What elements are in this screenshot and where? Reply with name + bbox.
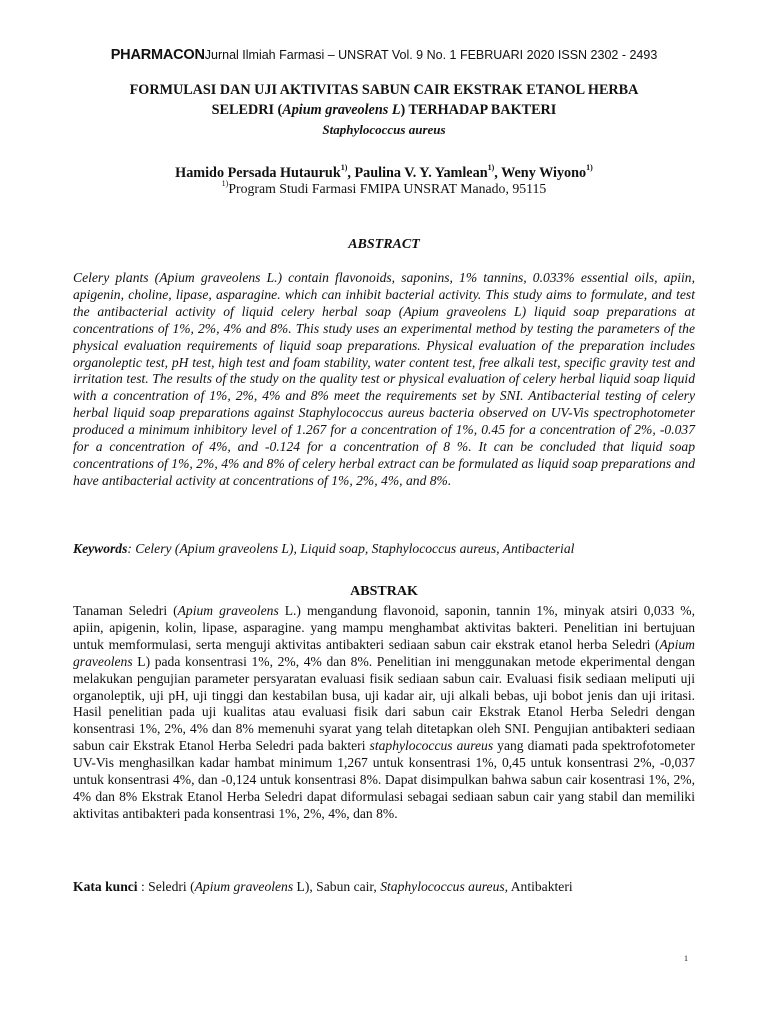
kata-kunci-text-3: Antibakteri: [508, 879, 573, 894]
abstrak-italic-1: Apium graveolens: [177, 603, 279, 618]
abstrak-text-3: L) pada konsentrasi 1%, 2%, 4% dan 8%. Penelitian ini menggunakan metode ekperimental dengan melakukan pengujian parameter persyaratan evaluasi fisik sediaan sabun cair. Evaluasi fisik sediaan meliputi uji organoleptik, uji pH, uji tinggi dan kestabilan busa, uji kadar air, uji alkali bebas, uji bobot jenis dan uji iritasi. Hasil penelitian pada uji kualitas atau evaluasi fisik dari sabun cair Ekstrak Etanol Herba Seledri dengan konsentrasi 1%, 2%, 4% dan 8% memenuhi syarat yang telah ditetapkan oleh SNI. Pengujian antibakteri sediaan sabun cair Ekstrak Etanol Herba Seledri pada bakteri: [73, 653, 695, 754]
title-line-2-italic: Apium graveolens L: [282, 102, 401, 118]
abstract-heading: ABSTRACT: [348, 237, 420, 252]
journal-header: [0, 47, 768, 63]
abstrak-heading: ABSTRAK: [350, 584, 418, 599]
author-3: Weny Wiyono: [501, 165, 587, 181]
journal-info: Jurnal Ilmiah Farmasi – UNSRAT Vol. 9 No. 1 FEBRUARI 2020 ISSN 2302 - 2493: [204, 48, 658, 62]
affiliation-mark: 1): [221, 179, 229, 189]
page-number: 1: [684, 954, 688, 963]
keywords-label: Keywords: [73, 541, 128, 556]
keywords-text: : Celery (Apium graveolens L), Liquid soap, Staphylococcus aureus, Antibacterial: [127, 541, 575, 556]
kata-kunci: [73, 878, 695, 895]
abstrak-italic-2: Apium graveolens: [73, 636, 695, 669]
keywords: [73, 540, 695, 557]
kata-kunci-text-1: : Seledri (: [137, 879, 195, 894]
abstract-body: Celery plants (Apium graveolens L.) contain flavonoids, saponins, 1% tannins, 0.033% essential oils, apiin, apigenin, choline, lipase, asparagine. which can inhibit bacterial activity. This study aims to formulate, and test the antibacterial activity of liquid celery herbal soap (Apium graveolens L) liquid soap preparations at concentrations of 1%, 2%, 4% and 8%. This study uses an experimental method by testing the parameters of the physical evaluation requirements of liquid soap preparations. Physical evaluation of the preparation includes organoleptic test, pH test, high test and foam stability, water content test, free alkali test, specific gravity test and irritation test. The results of the study on the quality test or physical evaluation of celery herbal liquid soap liquid with a concentration of 1%, 2%, 4% and 8% meet the requirements set by SNI. Antibacterial testing of celery herbal liquid soap preparations against Staphylococcus aureus bacteria observed on UV-Vis spectrophotometer produced a minimum inhibitory level of 1.267 for a concentration of 1%, 0.45 for a concentration of 2%, -0.037 for a concentration of 4%, and -0.124 for a concentration of 8 %. It can be concluded that liquid soap concentrations of 1%, 2%, 4% and 8% of celery herbal extract can be formulated as liquid soap preparations and have antibacterial activity at concentrations of 1%, 2%, 4%, and 8%.: [73, 270, 695, 488]
kata-kunci-label: Kata kunci: [73, 879, 138, 894]
kata-kunci-text-2: L), Sabun cair,: [293, 879, 381, 894]
author-1-affil-mark: 1): [340, 163, 348, 173]
author-2: Paulina V. Y. Yamlean: [354, 165, 488, 181]
author-3-affil-mark: 1): [586, 163, 593, 173]
abstrak-text-2: L.) mengandung flavonoid, saponin, tannin 1%, minyak atsiri 0,033 %, apiin, apigenin, kolin, lipase, asparagine. yang mampu menghambat aktivitas bakteri. Penelitian ini bertujuan untuk memformulasi, serta menguji aktivitas antibakteri sediaan sabun cair ekstrak etanol herba Seledri (: [73, 603, 695, 652]
journal-brand: PHARMACON: [110, 47, 205, 63]
kata-kunci-italic-2: Staphylococcus aureus,: [380, 879, 509, 894]
abstrak-italic-3: staphylococcus aureus: [369, 738, 494, 754]
kata-kunci-italic-1: Apium graveolens: [194, 879, 294, 894]
author-separator: ,: [347, 165, 355, 181]
affiliation: [0, 180, 768, 197]
abstrak-body: [73, 603, 695, 823]
title-line-1: FORMULASI DAN UJI AKTIVITAS SABUN CAIR EKSTRAK ETANOL HERBA: [129, 82, 639, 98]
title-line-3: Staphylococcus aureus: [322, 122, 446, 137]
author-2-affil-mark: 1): [487, 163, 495, 173]
affiliation-text: Program Studi Farmasi FMIPA UNSRAT Manado, 95115: [228, 181, 547, 196]
abstrak-text-1: Tanaman Seledri (: [73, 603, 178, 618]
abstrak-text-4: yang diamati pada spektrofotometer UV-Vis menghasilkan kadar hambat minimum 1,267 untuk konsentrasi 1%, 0,45 untuk konsentrasi 2%, -0,037 untuk konsentrasi 4%, dan -0,124 untuk konsentrasi 8%. Dapat disimpulkan bahwa sabun cair kosentrasi 1%, 2%, 4% dan 8% Ekstrak Etanol Herba Seledri dapat diformulasi sebagai sediaan sabun cair yang stabil dan memiliki aktivitas antibakteri pada konsentrasi 1%, 2%, 4%, dan 8%.: [73, 738, 695, 821]
author-1: Hamido Persada Hutauruk: [175, 165, 341, 181]
title-line-2-pre: SELEDRI (: [211, 102, 283, 118]
title-line-2: [0, 100, 768, 120]
title-line-2-post: ) TERHADAP BAKTERI: [400, 102, 557, 118]
author-separator: ,: [494, 165, 502, 181]
paper-title: [0, 80, 768, 140]
